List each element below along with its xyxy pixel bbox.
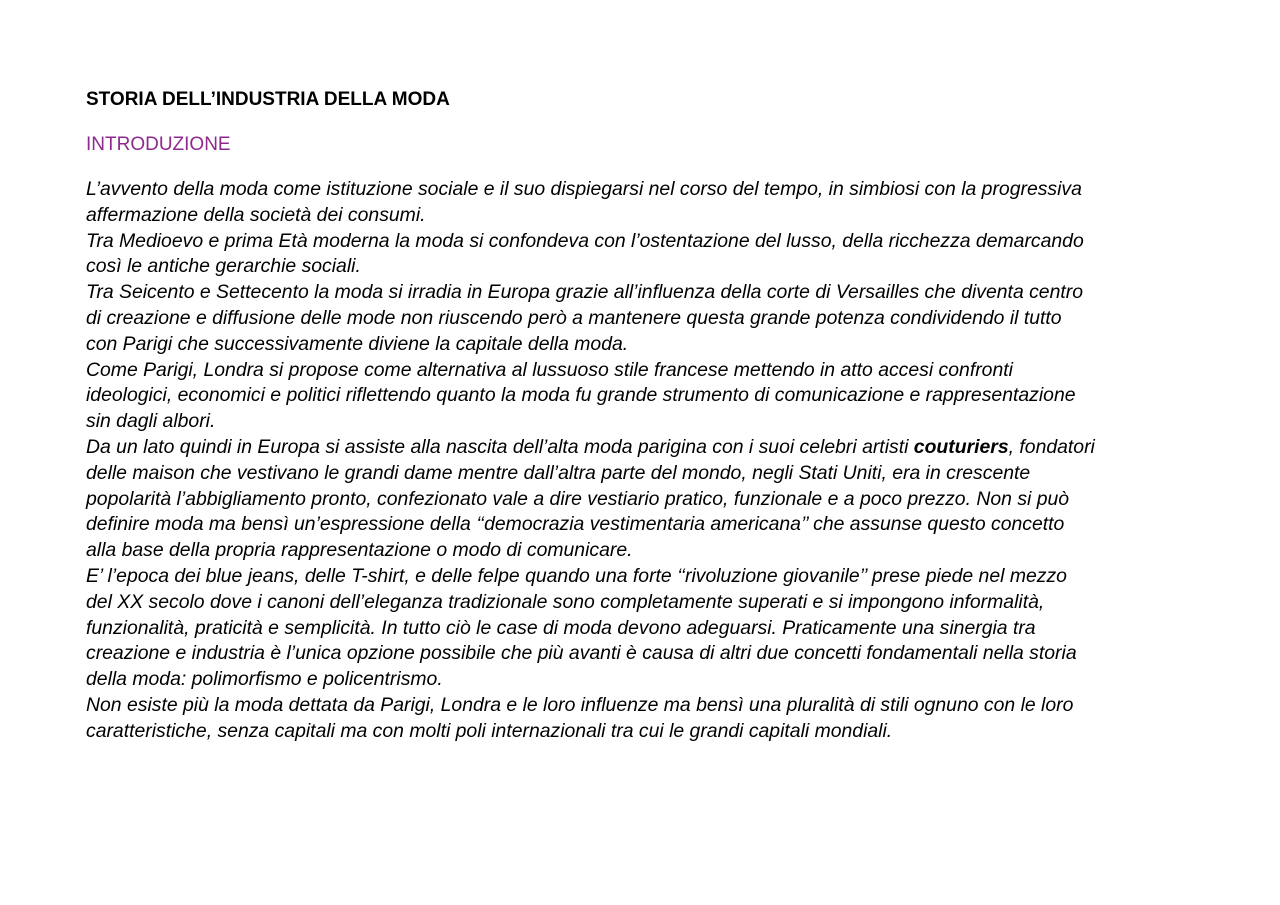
body-line: Non esiste più la moda dettata da Parigi, Londra e le loro influenze ma bensì una pluralità di stili ognuno con le loro — [86, 693, 1074, 716]
couturiers-line-end: , fondatori — [1008, 435, 1095, 458]
body-line: popolarità l’abbigliamento pronto, confezionato vale a dire vestiario pratico, funzionale e a poco prezzo. Non si può — [86, 487, 1070, 510]
body-line: affermazione della società dei consumi. — [86, 203, 426, 226]
body-line: Tra Seicento e Settecento la moda si irradia in Europa grazie all’influenza della corte di Versailles che diventa centro — [86, 281, 1084, 304]
body-line: delle maison che vestivano le grandi dame mentre dall’altra parte del mondo, negli Stati Uniti, era in crescente — [86, 461, 1031, 484]
body-line: sin dagli albori. — [86, 410, 216, 433]
body-line: caratteristiche, senza capitali ma con molti poli internazionali tra cui le grandi capitali mondiali. — [86, 719, 893, 742]
body-line: ideologici, economici e politici riflettendo quanto la moda fu grande strumento di comunicazione e rappresentazione — [86, 384, 1076, 407]
body-line: funzionalità, praticità e semplicità. In tutto ciò le case di moda devono adeguarsi. Praticamente una sinergia tra — [86, 616, 1036, 639]
body-line: del XX secolo dove i canoni dell’eleganza tradizionale sono completamente superati e si impongono informalità, — [86, 590, 1045, 613]
couturiers-line-start: Da un lato quindi in Europa si assiste alla nascita dell’alta moda parigina con i suoi celebri artisti — [86, 435, 914, 458]
body-line-couturiers — [86, 435, 1206, 461]
body-line: creazione e industria è l’unica opzione possibile che più avanti è causa di altri due concetti fondamentali nella storia — [86, 642, 1077, 665]
body-line: E’ l’epoca dei blue jeans, delle T-shirt, e delle felpe quando una forte ‘‘rivoluzione giovanile’’ prese piede nel mezzo — [86, 564, 1067, 587]
body-line: Tra Medioevo e prima Età moderna la moda si confondeva con l’ostentazione del lusso, della ricchezza demarcando — [86, 229, 1084, 252]
body-line: così le antiche gerarchie sociali. — [86, 255, 361, 278]
body-line: definire moda ma bensì un’espressione della ‘‘democrazia vestimentaria americana’’ che assunse questo concetto — [86, 513, 1065, 536]
body-line: con Parigi che successivamente diviene la capitale della moda. — [86, 332, 629, 355]
body-line: L’avvento della moda come istituzione sociale e il suo dispiegarsi nel corso del tempo, in simbiosi con la progressiva — [86, 178, 1082, 200]
body-line: alla base della propria rappresentazione o modo di comunicare. — [86, 539, 633, 562]
document-title: STORIA DELL’INDUSTRIA DELLA MODA — [86, 89, 450, 110]
couturiers-term: couturiers — [913, 435, 1009, 458]
body-text — [86, 177, 1206, 745]
section-heading-introduzione: INTRODUZIONE — [86, 134, 231, 155]
body-line: di creazione e diffusione delle mode non riuscendo però a mantenere questa grande potenza condividendo il tutto — [86, 306, 1062, 329]
body-line: della moda: polimorfismo e policentrismo. — [86, 668, 443, 691]
body-line: Come Parigi, Londra si propose come alternativa al lussuoso stile francese mettendo in atto accesi confronti — [86, 358, 1013, 381]
